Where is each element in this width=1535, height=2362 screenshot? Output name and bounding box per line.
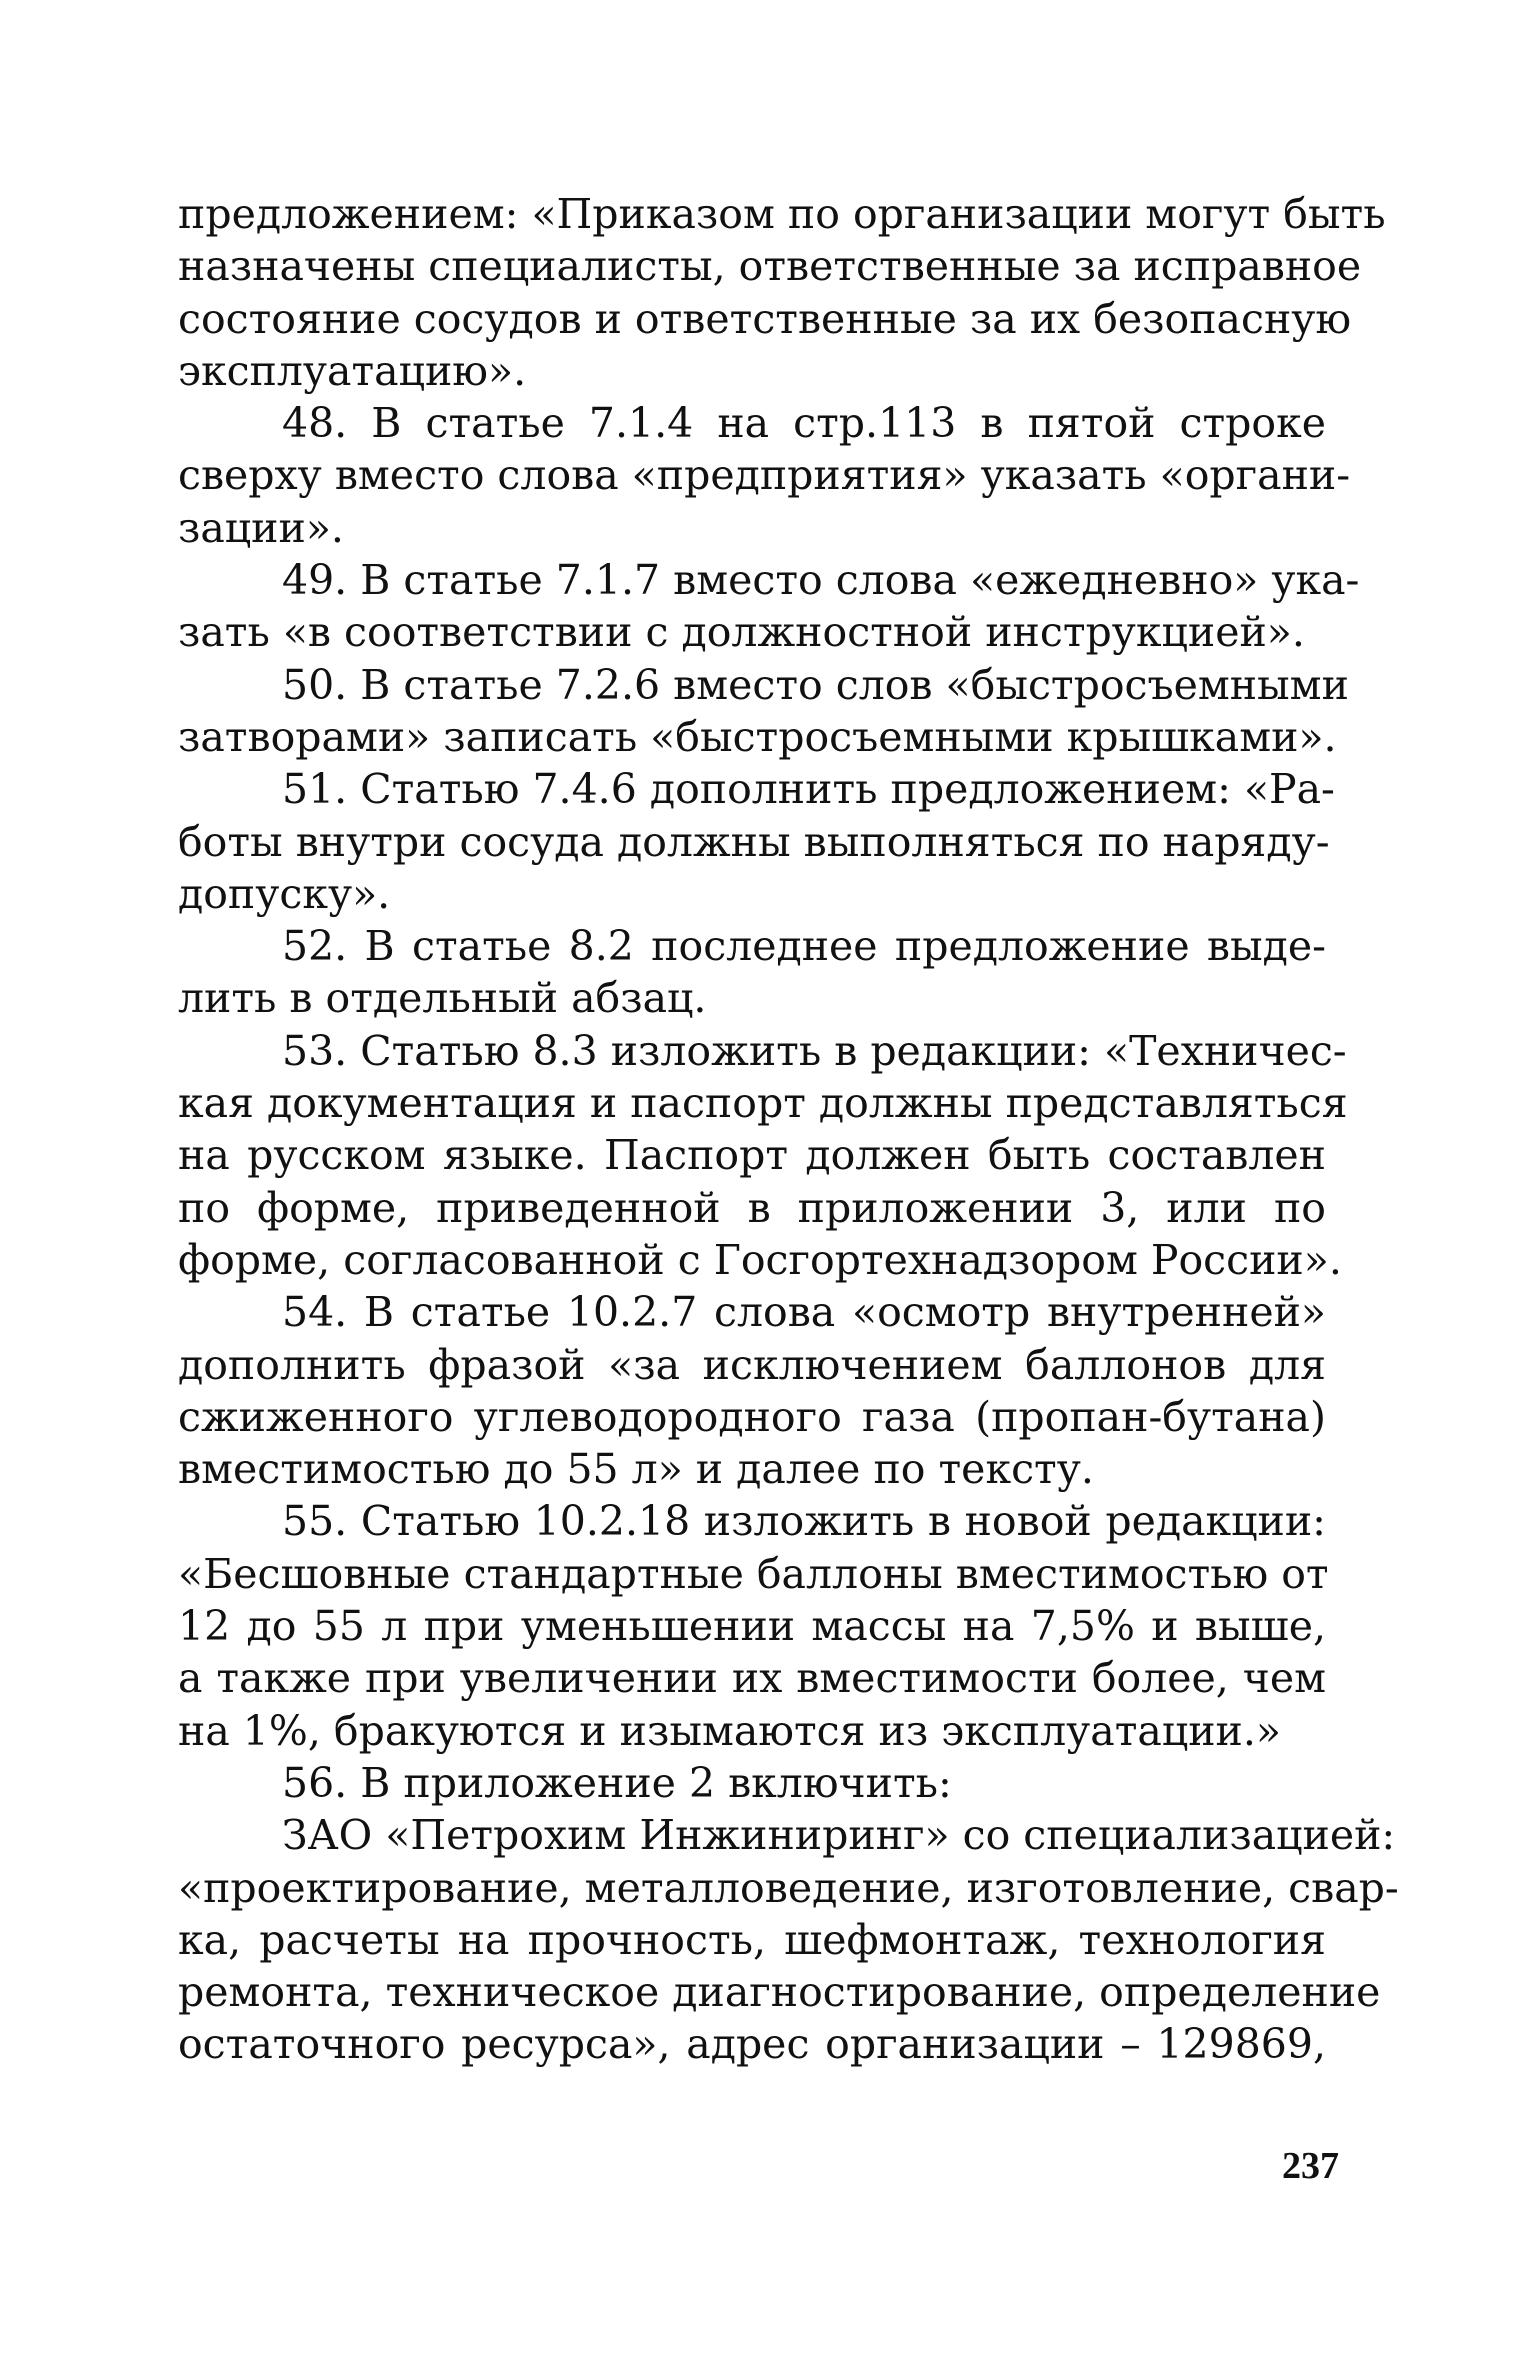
paragraph-55-start: 55. Статью 10.2.18 изложить в новой редакции:: [282, 1497, 1326, 1546]
page-body-text: [178, 188, 1399, 2071]
text-line: эксплуатацию».: [178, 346, 527, 395]
paragraph-53-start: 53. Статью 8.3 изложить в редакции: «Техничес-: [282, 1026, 1347, 1075]
text-line: «Бесшовные стандартные баллоны вместимостью от: [178, 1549, 1329, 1598]
text-line: допуску».: [178, 869, 391, 918]
text-line: на 1%, бракуются и изымаются из эксплуатации.»: [178, 1706, 1281, 1755]
text-line: зации».: [178, 503, 344, 552]
paragraph-56-start: 56. В приложение 2 включить:: [282, 1758, 952, 1807]
text-line: «проектирование, металловедение, изготовление, свар-: [178, 1863, 1399, 1912]
text-line: дополнить фразой «за исключением баллонов для: [178, 1340, 1326, 1389]
text-line: затворами» записать «быстросъемными крышками».: [178, 712, 1337, 761]
text-line: а также при увеличении их вместимости более, чем: [178, 1654, 1326, 1703]
page-number: 237: [1282, 2145, 1339, 2187]
text-line: 12 до 55 л при уменьшении массы на 7,5% и выше,: [178, 1602, 1326, 1651]
paragraph-52-start: 52. В статье 8.2 последнее предложение выде-: [282, 922, 1326, 971]
text-line: сжиженного углеводородного газа (пропан-бутана): [178, 1392, 1326, 1441]
text-line: на русском языке. Паспорт должен быть составлен: [178, 1131, 1326, 1180]
paragraph-49-start: 49. В статье 7.1.7 вместо слова «ежедневно» ука-: [282, 556, 1360, 605]
text-line: предложением: «Приказом по организации могут быть: [178, 190, 1386, 238]
paragraph-50-start: 50. В статье 7.2.6 вместо слов «быстросъемными: [282, 660, 1349, 709]
text-line: форме, согласованной с Госгортехнадзором России».: [178, 1235, 1342, 1284]
paragraph-zao-start: ЗАО «Петрохим Инжиниринг» со специализацией:: [282, 1811, 1396, 1860]
paragraph-48-start: 48. В статье 7.1.4 на стр.113 в пятой строке: [282, 399, 1326, 448]
text-line: боты внутри сосуда должны выполняться по наряду-: [178, 817, 1330, 866]
text-line: состояние сосудов и ответственные за их безопасную: [178, 294, 1352, 343]
text-line: остаточного ресурса», адрес организации – 129869,: [178, 2020, 1326, 2069]
paragraph-54-start: 54. В статье 10.2.7 слова «осмотр внутренней»: [282, 1288, 1326, 1337]
text-line: назначены специалисты, ответственные за исправное: [178, 242, 1362, 291]
text-line: ремонта, техническое диагностирование, определение: [178, 1968, 1381, 2017]
text-line: зать «в соответствии с должностной инструкцией».: [178, 608, 1305, 657]
text-line: ка, расчеты на прочность, шефмонтаж, технология: [178, 1915, 1326, 1964]
text-line: вместимостью до 55 л» и далее по тексту.: [178, 1445, 1094, 1494]
text-line: по форме, приведенной в приложении 3, или по: [178, 1183, 1326, 1232]
paragraph-51-start: 51. Статью 7.4.6 дополнить предложением: «Ра-: [282, 765, 1335, 814]
text-line: лить в отдельный абзац.: [178, 974, 707, 1023]
text-line: кая документация и паспорт должны представляться: [178, 1079, 1348, 1128]
text-line: сверху вместо слова «предприятия» указать «органи-: [178, 451, 1351, 500]
